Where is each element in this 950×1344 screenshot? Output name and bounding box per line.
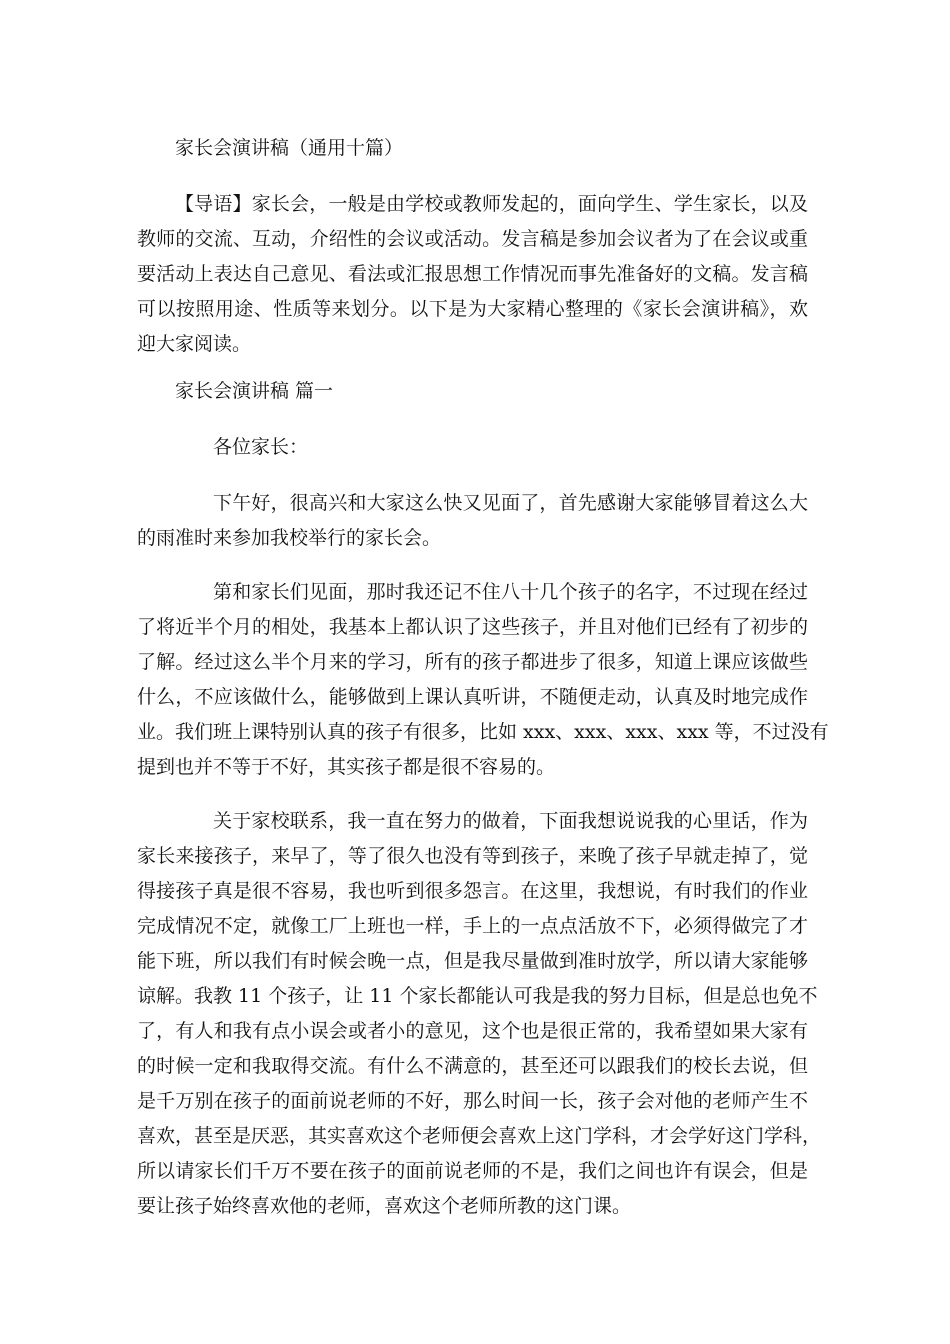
paragraph-line: 业。我们班上课特别认真的孩子有很多，比如 xxx、xxx、xxx、xxx 等，不过没有: [137, 721, 829, 743]
paragraph-line: 关于家校联系，我一直在努力的做着，下面我想说说我的心里话，作为: [213, 810, 808, 832]
paragraph-line: 了将近半个月的相处，我基本上都认识了这些孩子，并且对他们已经有了初步的: [137, 616, 808, 638]
paragraph-line: 喜欢，甚至是厌恶，其实喜欢这个老师便会喜欢上这门学科，才会学好这门学科，: [137, 1125, 822, 1147]
paragraph-line: 什么，不应该做什么，能够做到上课认真听讲，不随便走动，认真及时地完成作: [137, 686, 808, 708]
paragraph-line: 了解。经过这么半个月来的学习，所有的孩子都进步了很多，知道上课应该做些: [137, 651, 808, 673]
paragraph-line: 是千万别在孩子的面前说老师的不好，那么时间一长，孩子会对他的老师产生不: [137, 1090, 808, 1112]
intro-line: 迎大家阅读。: [137, 333, 252, 355]
paragraph-line: 所以请家长们千万不要在孩子的面前说老师的不是，我们之间也许有误会，但是: [137, 1160, 808, 1182]
paragraph-line: 的雨准时来参加我校举行的家长会。: [137, 527, 442, 549]
intro-line: 教师的交流、互动，介绍性的会议或活动。发言稿是参加会议者为了在会议或重: [137, 228, 808, 250]
paragraph-line: 得接孩子真是很不容易，我也听到很多怨言。在这里，我想说，有时我们的作业: [137, 880, 808, 902]
intro-line: 要活动上表达自己意见、看法或汇报思想工作情况而事先准备好的文稿。发言稿: [137, 263, 808, 285]
paragraph-line: 家长来接孩子，来早了，等了很久也没有等到孩子，来晚了孩子早就走掉了，觉: [137, 845, 808, 867]
paragraph-line: 能下班，所以我们有时候会晚一点，但是我尽量做到准时放学，所以请大家能够: [137, 950, 808, 972]
section-heading: 家长会演讲稿 篇一: [175, 380, 334, 402]
paragraph-line: 完成情况不定，就像工厂上班也一样，手上的一点点活放不下，必须得做完了才: [137, 915, 808, 937]
intro-line: 可以按照用途、性质等来划分。以下是为大家精心整理的《家长会演讲稿》，欢: [137, 298, 808, 320]
paragraph-line: 下午好，很高兴和大家这么快又见面了，首先感谢大家能够冒着这么大: [213, 492, 808, 514]
paragraph-line: 提到也并不等于不好，其实孩子都是很不容易的。: [137, 756, 556, 778]
salutation: 各位家长：: [213, 436, 309, 458]
paragraph-line: 要让孩子始终喜欢他的老师，喜欢这个老师所教的这门课。: [137, 1195, 632, 1217]
paragraph-line: 的时候一定和我取得交流。有什么不满意的，甚至还可以跟我们的校长去说，但: [137, 1055, 808, 1077]
paragraph-line: 了，有人和我有点小误会或者小的意见，这个也是很正常的，我希望如果大家有: [137, 1020, 808, 1042]
intro-line: 【导语】家长会，一般是由学校或教师发起的，面向学生、学生家长，以及: [175, 193, 808, 215]
paragraph-line: 第和家长们见面，那时我还记不住八十几个孩子的名字，不过现在经过: [213, 581, 808, 603]
document-title: 家长会演讲稿（通用十篇）: [175, 137, 404, 159]
paragraph-line: 谅解。我教 11 个孩子，让 11 个家长都能认可我是我的努力目标，但是总也免不: [137, 985, 818, 1007]
